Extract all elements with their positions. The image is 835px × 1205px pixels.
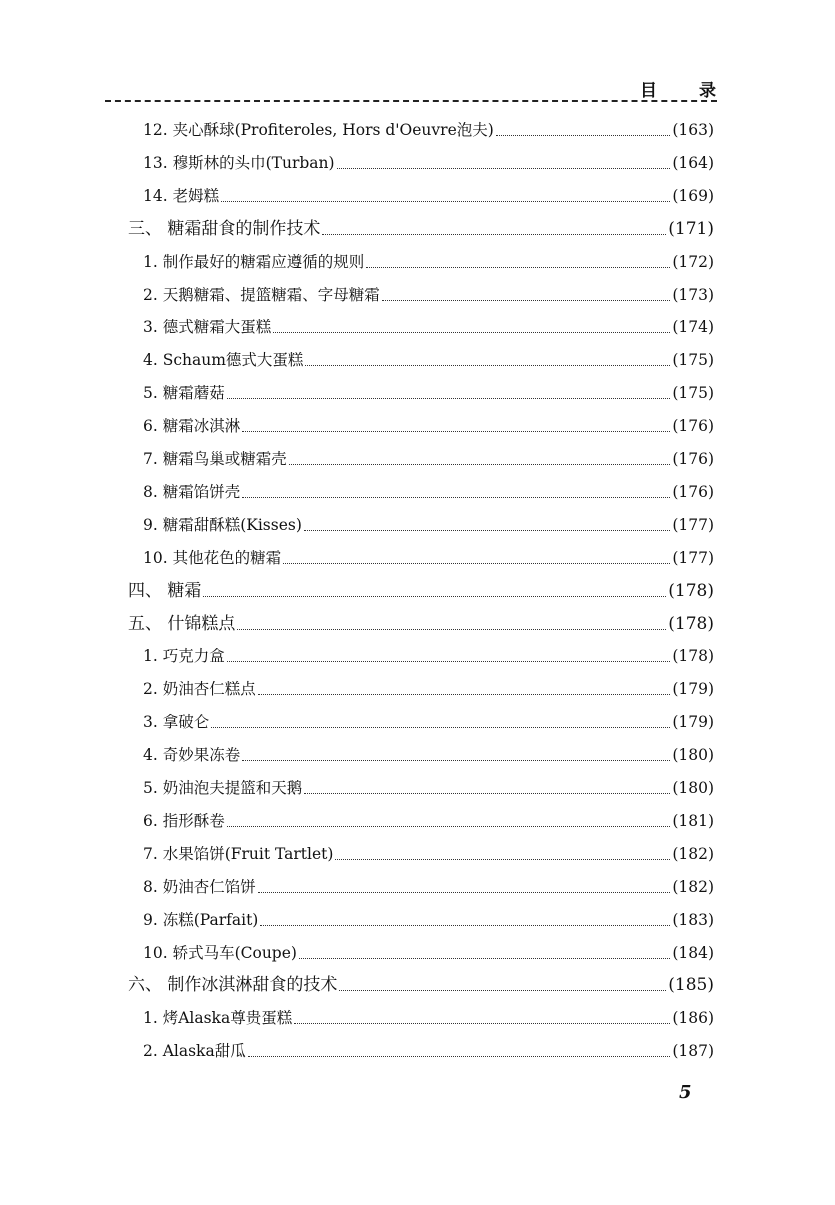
toc-entry-title: 五、 什锦糕点 xyxy=(128,613,236,634)
toc-entry xyxy=(143,511,714,539)
dot-leader xyxy=(304,774,670,794)
toc-entry-page: (171) xyxy=(668,218,714,239)
dot-leader xyxy=(339,971,666,991)
toc-entry-title: 三、 糖霜甜食的制作技术 xyxy=(128,218,321,239)
toc-entry xyxy=(143,346,714,374)
dot-leader xyxy=(283,544,670,564)
toc-entry xyxy=(143,675,714,703)
toc-entry-title: 9. 冻糕(Parfait) xyxy=(143,910,259,929)
dot-leader xyxy=(337,149,671,169)
dot-leader xyxy=(366,248,670,268)
dot-leader xyxy=(237,610,666,630)
toc-entry xyxy=(143,149,714,177)
toc-entry-title: 3. 拿破仑 xyxy=(143,713,210,732)
toc-entry-title: 5. 糖霜蘑菇 xyxy=(143,384,225,403)
toc-entry-page: (172) xyxy=(672,252,714,271)
toc-entry-title: 1. 巧克力盒 xyxy=(143,647,225,666)
toc-entry-page: (163) xyxy=(672,121,714,139)
header-left-char: 目 xyxy=(640,80,657,101)
dot-leader xyxy=(227,642,671,662)
toc-entry-title: 1. 制作最好的糖霜应遵循的规则 xyxy=(143,252,365,271)
header-rule xyxy=(105,100,717,102)
dot-leader xyxy=(299,939,670,959)
toc-entry-title: 13. 穆斯林的头巾(Turban) xyxy=(143,153,335,172)
toc-entry xyxy=(143,642,714,670)
dot-leader xyxy=(322,215,666,235)
dot-leader xyxy=(227,807,671,827)
page-number: 5 xyxy=(679,1082,692,1103)
toc-entry-title: 1. 烤Alaska尊贵蛋糕 xyxy=(143,1009,293,1028)
toc-entry-title: 8. 奶油杏仁馅饼 xyxy=(143,877,256,896)
toc-entry-page: (177) xyxy=(672,515,714,534)
dot-leader xyxy=(227,379,671,399)
toc-entry-title: 10. 轿式马车(Coupe) xyxy=(143,943,297,962)
toc-entry-page: (173) xyxy=(672,285,714,304)
dot-leader xyxy=(305,346,670,366)
toc-entry-title: 四、 糖霜 xyxy=(128,580,202,601)
toc-entry-title: 5. 奶油泡夫提篮和天鹅 xyxy=(143,779,303,797)
toc-entry-title: 7. 水果馅饼(Fruit Tartlet) xyxy=(143,844,334,863)
running-header xyxy=(640,76,716,100)
toc-entry-page: (179) xyxy=(672,713,714,732)
dot-leader xyxy=(242,741,670,761)
toc-entry-title: 7. 糖霜鸟巢或糖霜壳 xyxy=(143,450,287,468)
toc-entry-page: (169) xyxy=(672,186,714,205)
toc-entry-page: (179) xyxy=(672,680,714,699)
dot-leader xyxy=(248,1037,671,1057)
toc-entry-page: (175) xyxy=(672,351,714,370)
toc-entry-page: (186) xyxy=(672,1009,714,1028)
dot-leader xyxy=(304,511,670,531)
toc-entry xyxy=(143,708,714,736)
toc-entry xyxy=(143,379,714,407)
dot-leader xyxy=(258,675,671,695)
toc-entry-title: 4. 奇妙果冻卷 xyxy=(143,746,241,765)
toc-entry xyxy=(143,248,714,276)
dot-leader xyxy=(242,412,670,432)
toc-entry xyxy=(143,840,714,868)
toc-entry-page: (174) xyxy=(672,318,714,337)
toc-entry-title: 2. Alaska甜瓜 xyxy=(143,1042,246,1061)
dot-leader xyxy=(242,478,670,498)
toc-entry-page: (182) xyxy=(672,877,714,896)
toc-entry xyxy=(143,1004,714,1032)
dot-leader xyxy=(211,708,670,728)
toc-section-entry xyxy=(128,215,714,243)
toc-entry xyxy=(143,478,714,506)
toc-entry-title: 10. 其他花色的糖霜 xyxy=(143,548,282,567)
dot-leader xyxy=(260,906,670,926)
dot-leader xyxy=(289,445,671,465)
dot-leader xyxy=(335,840,670,860)
toc-entry-title: 3. 德式糖霜大蛋糕 xyxy=(143,318,272,337)
toc-entry xyxy=(143,774,714,802)
toc-entry xyxy=(143,906,714,934)
toc-entry-page: (176) xyxy=(672,450,714,468)
toc-entry xyxy=(143,445,714,473)
toc-entry-page: (180) xyxy=(672,746,714,765)
toc-entry xyxy=(143,313,714,341)
dot-leader xyxy=(221,182,670,202)
toc-entry-page: (185) xyxy=(668,975,714,996)
toc-entry-page: (181) xyxy=(672,811,714,830)
toc-entry xyxy=(143,182,714,210)
toc-entry xyxy=(143,116,714,144)
toc-entry-title: 4. Schaum德式大蛋糕 xyxy=(143,351,304,370)
toc-entry-page: (183) xyxy=(672,910,714,929)
toc-entry-page: (178) xyxy=(668,613,714,634)
dot-leader xyxy=(273,313,670,333)
toc-section-entry xyxy=(128,577,714,605)
toc-entry-title: 6. 指形酥卷 xyxy=(143,811,225,830)
header-right-char: 录 xyxy=(699,80,716,101)
toc-entry-page: (175) xyxy=(672,384,714,403)
toc-entry-title: 六、 制作冰淇淋甜食的技术 xyxy=(128,975,338,996)
dot-leader xyxy=(203,577,666,597)
toc-entry-page: (178) xyxy=(668,580,714,601)
toc-entry-page: (176) xyxy=(672,417,714,436)
toc-entry-title: 8. 糖霜馅饼壳 xyxy=(143,482,241,501)
toc-entry-page: (182) xyxy=(672,844,714,863)
toc-entry-title: 6. 糖霜冰淇淋 xyxy=(143,417,241,436)
toc-entry-title: 14. 老姆糕 xyxy=(143,186,220,205)
toc-entry-title: 9. 糖霜甜酥糕(Kisses) xyxy=(143,515,302,534)
dot-leader xyxy=(294,1004,670,1024)
toc-entry-page: (184) xyxy=(672,943,714,962)
toc-entry xyxy=(143,281,714,309)
toc-entry xyxy=(143,1037,714,1065)
toc-entry-page: (187) xyxy=(672,1042,714,1061)
dot-leader xyxy=(258,873,671,893)
toc-entry xyxy=(143,412,714,440)
toc-section-entry xyxy=(128,971,714,999)
toc-entry xyxy=(143,939,714,967)
dot-leader xyxy=(382,281,671,301)
toc-entry-title: 12. 夹心酥球(Profiteroles, Hors d'Oeuvre泡夫) xyxy=(143,121,494,139)
toc-entry xyxy=(143,741,714,769)
toc-entry-page: (178) xyxy=(672,647,714,666)
dot-leader xyxy=(496,116,671,136)
toc-entry xyxy=(143,544,714,572)
toc-entry xyxy=(143,873,714,901)
toc-entry xyxy=(143,807,714,835)
toc-entry-title: 2. 天鹅糖霜、提篮糖霜、字母糖霜 xyxy=(143,285,380,304)
toc-entry-page: (164) xyxy=(672,153,714,172)
toc-entry-page: (180) xyxy=(672,779,714,797)
toc-entry-page: (177) xyxy=(672,548,714,567)
toc-entry-title: 2. 奶油杏仁糕点 xyxy=(143,680,256,699)
toc-section-entry xyxy=(128,610,714,638)
toc-entry-page: (176) xyxy=(672,482,714,501)
